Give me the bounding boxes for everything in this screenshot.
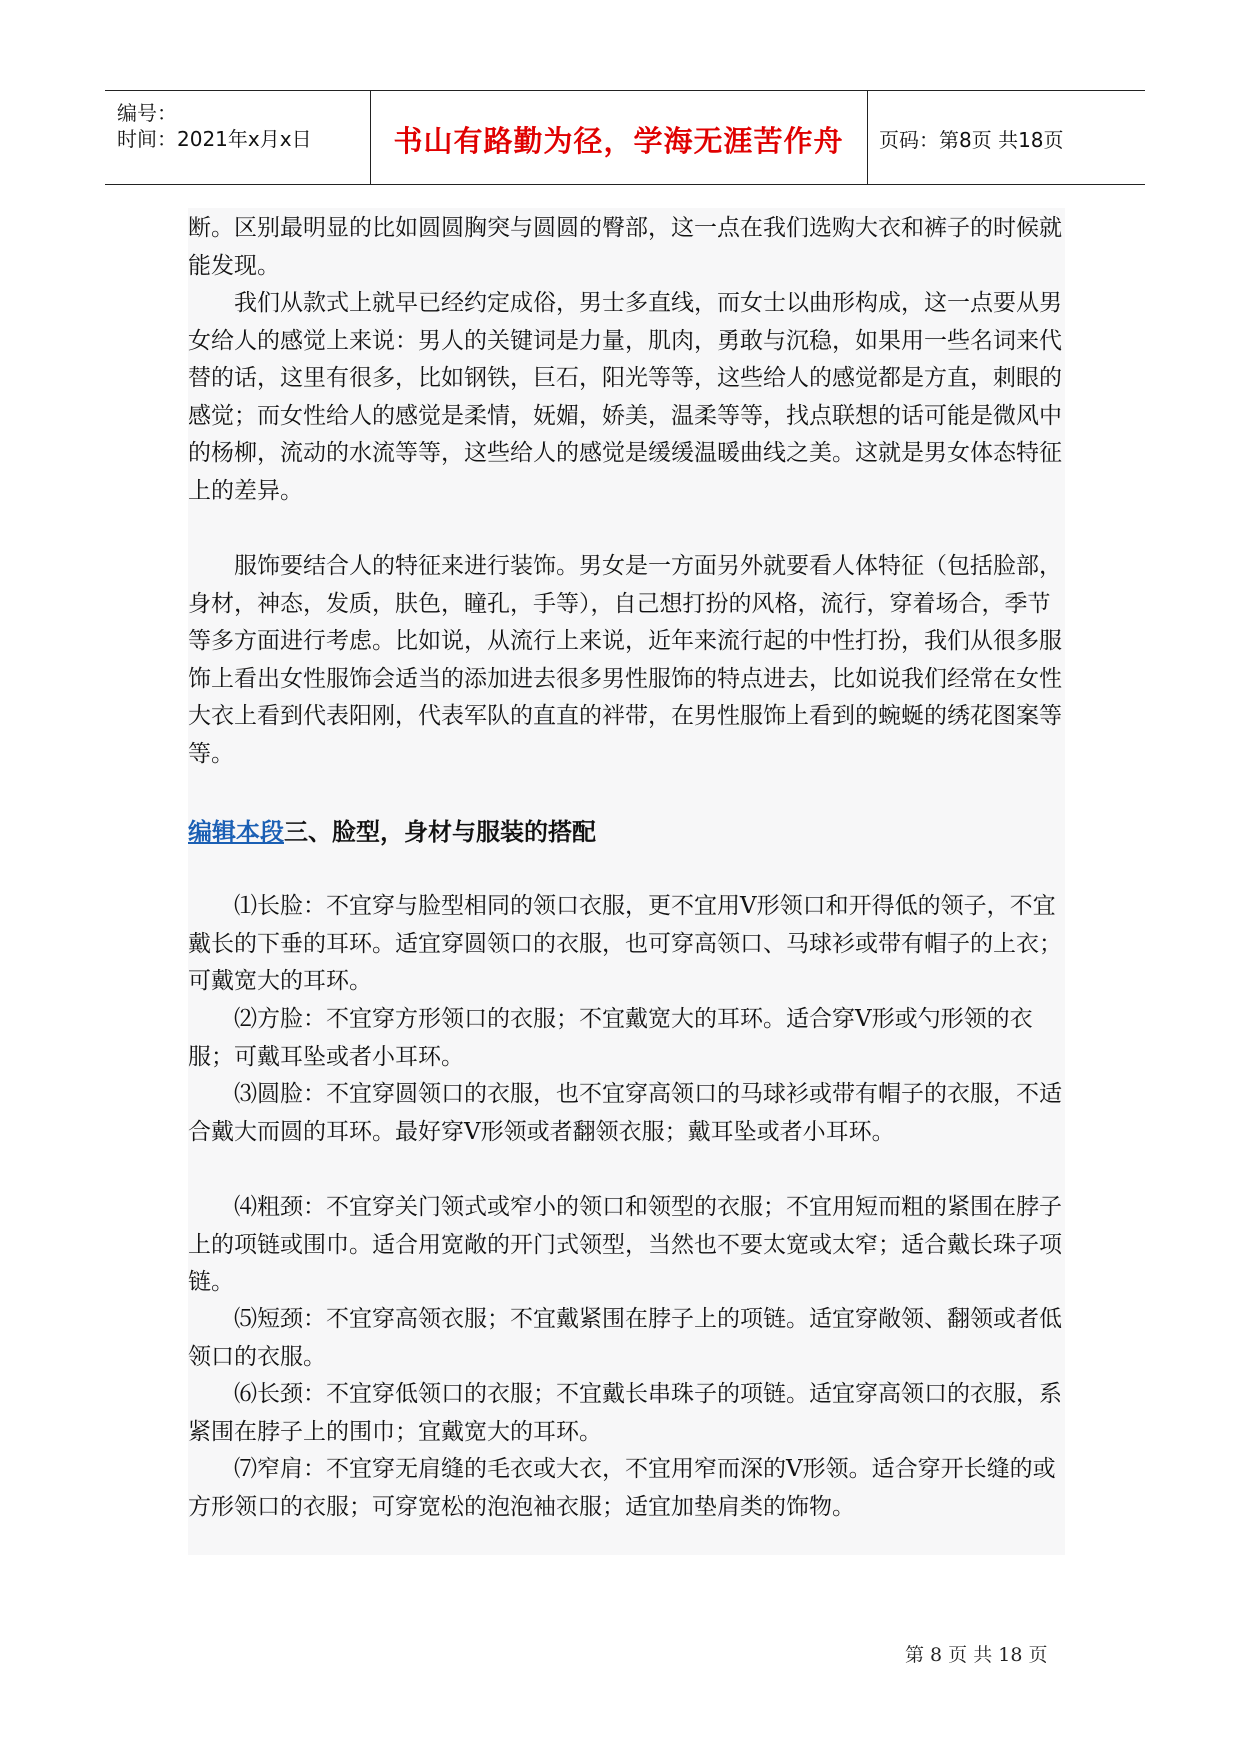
header-middle-cell <box>370 91 868 184</box>
header-page-label: 页码：第8页 共18页 <box>879 128 1064 152</box>
page-content <box>188 208 1065 1555</box>
item-2 <box>188 1001 1065 1076</box>
header-right-cell <box>867 91 1145 184</box>
list-item: ⑹长颈：不宜穿低领口的衣服；不宜戴长串珠子的项链。适宜穿高领口的衣服，系紧围在脖子上的围巾；宜戴宽大的耳环。 <box>188 1381 1062 1445</box>
section-heading <box>188 812 596 847</box>
list-item: ⑺窄肩：不宜穿无肩缝的毛衣或大衣，不宜用窄而深的V形领。适合穿开长缝的或方形领口的衣服；可穿宽松的泡泡袖衣服；适宜加垫肩类的饰物。 <box>188 1456 1056 1520</box>
footer-page-number: 第 8 页 共 18 页 <box>905 1644 1048 1666</box>
paragraph-text: 服饰要结合人的特征来进行装饰。男女是一方面另外就要看人体特征（包括脸部，身材，神态，发质，肤色，瞳孔，手等），自己想打扮的风格，流行，穿着场合，季节等多方面进行考虑。比如说，从流行上来说，近年来流行起的中性打扮，我们从很多服饰上看出女性服饰会适当的添加进去很多男性服饰的特点进去，比如说我们经常在女性大衣上看到代表阳刚，代表军队的直直的袢带，在男性服饰上看到的蜿蜒的绣花图案等等。 <box>188 553 1062 767</box>
item-3 <box>188 1076 1065 1151</box>
list-item: ⑸短颈：不宜穿高领衣服；不宜戴紧围在脖子上的项链。适宜穿敞领、翻领或者低领口的衣服。 <box>188 1306 1062 1370</box>
list-item: ⑷粗颈：不宜穿关门领式或窄小的领口和领型的衣服；不宜用短而粗的紧围在脖子上的项链或围巾。适合用宽敞的开门式领型，当然也不要太宽或太窄；适合戴长珠子项链。 <box>188 1194 1062 1295</box>
item-5 <box>188 1301 1065 1376</box>
header-left-cell <box>105 91 371 184</box>
list-item: ⑴长脸：不宜穿与脸型相同的领口衣服，更不宜用V形领口和开得低的领子，不宜戴长的下垂的耳环。适宜穿圆领口的衣服，也可穿高领口、马球衫或带有帽子的上衣；可戴宽大的耳环。 <box>188 893 1062 994</box>
item-6 <box>188 1376 1065 1451</box>
item-1 <box>188 888 1065 1001</box>
paragraph-3 <box>188 548 1065 773</box>
item-4 <box>188 1189 1065 1302</box>
paragraph-text: 我们从款式上就早已经约定成俗，男士多直线，而女士以曲形构成，这一点要从男女给人的感觉上来说：男人的关键词是力量，肌肉，勇敢与沉稳，如果用一些名词来代替的话，这里有很多，比如钢铁，巨石，阳光等等，这些给人的感觉都是方直，刺眼的感觉；而女性给人的感觉是柔情，妩媚，娇美，温柔等等，找点联想的话可能是微风中的杨柳，流动的水流等等，这些给人的感觉是缓缓温暖曲线之美。这就是男女体态特征上的差异。 <box>188 290 1062 504</box>
time-label: 时间：2021年x月x日 <box>117 127 312 151</box>
paragraph-2 <box>188 285 1065 510</box>
paragraph-1 <box>188 210 1065 285</box>
number-label: 编号： <box>117 101 177 125</box>
edit-section-link[interactable]: 编辑本段 <box>188 817 284 846</box>
section-title: 三、脸型，身材与服装的搭配 <box>284 817 596 846</box>
list-item: ⑵方脸：不宜穿方形领口的衣服；不宜戴宽大的耳环。适合穿V形或勺形领的衣服；可戴耳坠或者小耳环。 <box>188 1006 1033 1070</box>
document-header <box>105 90 1145 185</box>
item-7 <box>188 1451 1065 1526</box>
paragraph-text: 断。区别最明显的比如圆圆胸突与圆圆的臀部，这一点在我们选购大衣和裤子的时候就能发现。 <box>188 215 1062 279</box>
header-motto: 书山有路勤为径，学海无涯苦作舟 <box>393 124 844 158</box>
list-item: ⑶圆脸：不宜穿圆领口的衣服，也不宜穿高领口的马球衫或带有帽子的衣服，不适合戴大而圆的耳环。最好穿V形领或者翻领衣服；戴耳坠或者小耳环。 <box>188 1081 1062 1145</box>
